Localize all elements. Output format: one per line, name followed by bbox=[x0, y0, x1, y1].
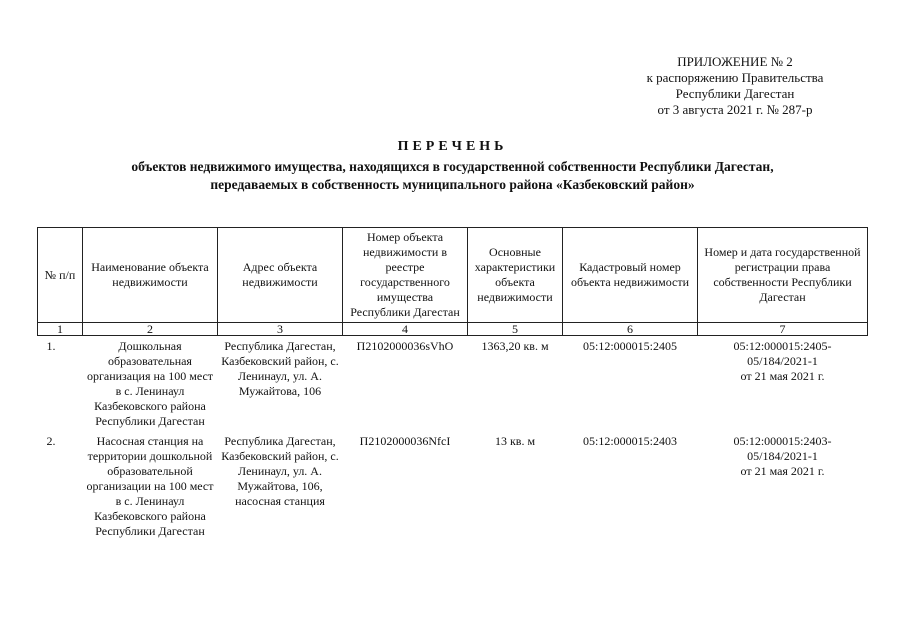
document-subtitle-line-2: передаваемых в собственность муниципального района «Казбековский район» bbox=[210, 177, 695, 192]
document-subtitle-line-1: объектов недвижимого имущества, находящихся в государственной собственности Республики Дагестан, bbox=[131, 159, 774, 174]
registration-number-part-2: 05/184/2021-1 bbox=[747, 354, 818, 368]
row-number: 1. bbox=[46, 339, 56, 353]
column-number: 1 bbox=[38, 323, 83, 336]
appendix-title: ПРИЛОЖЕНИЕ № 2 bbox=[677, 54, 793, 69]
row-number: 2. bbox=[46, 434, 56, 448]
document-title: ПЕРЕЧЕНЬ bbox=[397, 139, 508, 154]
registration-number-part-2: 05/184/2021-1 bbox=[747, 449, 818, 463]
column-number: 7 bbox=[698, 323, 868, 336]
column-number-row bbox=[38, 323, 868, 336]
appendix-date-line: от 3 августа 2021 г. № 287-р bbox=[657, 102, 813, 117]
column-number: 4 bbox=[343, 323, 468, 336]
cadastral-number: 05:12:000015:2403 bbox=[582, 434, 677, 448]
column-number: 2 bbox=[83, 323, 218, 336]
registration-date: от 21 мая 2021 г. bbox=[740, 369, 825, 383]
appendix-government-line: Республики Дагестан bbox=[675, 86, 795, 101]
registration-record bbox=[698, 431, 868, 539]
registry-number: П2102000036NfcI bbox=[359, 434, 451, 448]
registration-number-part-1: 05:12:000015:2403- bbox=[733, 434, 832, 448]
property-table bbox=[37, 227, 868, 539]
header-registration: Номер и дата государственной регистрации права собственности Республики Дагестан bbox=[698, 228, 868, 323]
header-name: Наименование объекта недвижимости bbox=[83, 228, 218, 323]
object-address: Республика Дагестан, Казбековский район, с. Ленинаул, ул. А. Мужайтова, 106 bbox=[221, 339, 339, 398]
object-address: Республика Дагестан, Казбековский район, с. Ленинаул, ул. А. Мужайтова, 106, насосная станция bbox=[221, 434, 339, 508]
registration-record bbox=[698, 336, 868, 432]
object-name: Дошкольная образовательная организация на 100 мест в с. Ленинаул Казбековского района Республики Дагестан bbox=[86, 339, 214, 428]
column-number: 5 bbox=[468, 323, 563, 336]
cadastral-number: 05:12:000015:2405 bbox=[582, 339, 677, 353]
column-number: 3 bbox=[218, 323, 343, 336]
header-number: № п/п bbox=[38, 228, 83, 323]
characteristics: 13 кв. м bbox=[494, 434, 536, 448]
characteristics: 1363,20 кв. м bbox=[481, 339, 549, 353]
object-name: Насосная станция на территории дошкольной образовательной организации на 100 мест в с. Ленинаул Казбековского района Республики Дагестан bbox=[86, 434, 214, 538]
registration-number-part-1: 05:12:000015:2405- bbox=[733, 339, 832, 353]
document-heading bbox=[0, 138, 905, 194]
header-characteristics: Основные характеристики объекта недвижимости bbox=[468, 228, 563, 323]
table-row bbox=[38, 431, 868, 539]
table-header-row bbox=[38, 228, 868, 323]
table-row bbox=[38, 336, 868, 432]
appendix-order-line: к распоряжению Правительства bbox=[646, 70, 824, 85]
registry-number: П2102000036sVhO bbox=[356, 339, 454, 353]
column-number: 6 bbox=[563, 323, 698, 336]
registration-date: от 21 мая 2021 г. bbox=[740, 464, 825, 478]
header-cadastral-number: Кадастровый номер объекта недвижимости bbox=[563, 228, 698, 323]
header-registry-number: Номер объекта недвижимости в реестре государственного имущества Республики Дагестан bbox=[343, 228, 468, 323]
header-address: Адрес объекта недвижимости bbox=[218, 228, 343, 323]
appendix-block bbox=[610, 54, 860, 118]
